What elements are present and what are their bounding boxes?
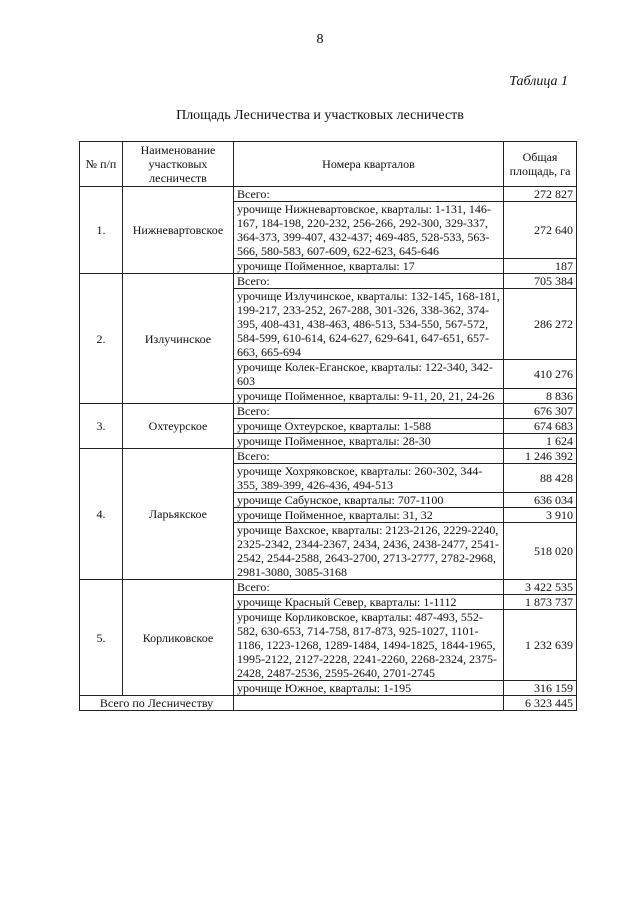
tract-area: 410 276 (504, 360, 577, 389)
grand-total-empty-cell (234, 696, 504, 711)
tract-quarters: урочище Пойменное, кварталы: 9-11, 20, 21, 24-26 (234, 389, 504, 404)
tract-quarters: урочище Хохряковское, кварталы: 260-302, 344-355, 389-399, 426-436, 494-513 (234, 464, 504, 493)
tract-area: 636 034 (504, 493, 577, 508)
tract-quarters: урочище Корликовское, кварталы: 487-493, 552-582, 630-653, 714-758, 817-873, 925-1027, 1101-1186, 1223-1268, 1289-1484, 1494-1825, 1844-1965, 1995-2122, 2127-2228, 2241-2260, 2268-2324, 2375-2428, 2487-2536, 2595-2640, 2701-2745 (234, 610, 504, 681)
tract-quarters: урочище Пойменное, кварталы: 28-30 (234, 434, 504, 449)
group-number: 3. (80, 404, 123, 449)
group-name: Излучинское (123, 274, 234, 404)
tract-quarters: урочище Нижневартовское, кварталы: 1-131, 146-167, 184-198, 220-232, 256-266, 292-300, 329-337, 364-373, 399-407, 432-437; 469-485, 528-533, 563-566, 580-583, 607-609, 622-623, 645-646 (234, 202, 504, 259)
group-total-row (80, 187, 577, 202)
group-total-row (80, 580, 577, 595)
tract-area: 88 428 (504, 464, 577, 493)
page-number: 8 (316, 32, 324, 47)
tract-area: 8 836 (504, 389, 577, 404)
group-name: Охтеурское (123, 404, 234, 449)
header-area: Общая площадь, га (504, 142, 577, 187)
tract-area: 518 020 (504, 523, 577, 580)
tract-quarters: урочище Красный Север, кварталы: 1-1112 (234, 595, 504, 610)
grand-total-label: Всего по Лесничеству (80, 696, 234, 711)
group-number: 4. (80, 449, 123, 580)
group-total-row (80, 274, 577, 289)
group-total-value: 272 827 (504, 187, 577, 202)
group-name: Корликовское (123, 580, 234, 696)
tract-area: 187 (504, 259, 577, 274)
tract-quarters: урочище Южное, кварталы: 1-195 (234, 681, 504, 696)
grand-total-value: 6 323 445 (504, 696, 577, 711)
tract-area: 3 910 (504, 508, 577, 523)
tract-area: 1 232 639 (504, 610, 577, 681)
group-name: Нижневартовское (123, 187, 234, 274)
tract-quarters: урочище Колек-Еганское, кварталы: 122-340, 342-603 (234, 360, 504, 389)
tract-area: 1 873 737 (504, 595, 577, 610)
tract-quarters: урочище Пойменное, кварталы: 17 (234, 259, 504, 274)
tract-quarters: урочище Вахское, кварталы: 2123-2126, 2229-2240, 2325-2342, 2344-2367, 2434, 2436, 2438-2477, 2541-2542, 2544-2588, 2643-2700, 2713-2777, 2782-2968, 2981-3080, 3085-3168 (234, 523, 504, 580)
tract-area: 674 683 (504, 419, 577, 434)
header-row (80, 142, 577, 187)
tract-area: 316 159 (504, 681, 577, 696)
tract-area: 286 272 (504, 289, 577, 360)
tract-area: 1 624 (504, 434, 577, 449)
tract-quarters: урочище Излучинское, кварталы: 132-145, 168-181, 199-217, 233-252, 267-288, 301-326, 338-362, 374-395, 408-431, 438-463, 486-513, 534-550, 567-572, 584-599, 610-614, 624-627, 629-641, 647-651, 657-663, 665-694 (234, 289, 504, 360)
table-title: Площадь Лесничества и участковых лесничеств (176, 108, 464, 123)
header-no: № п/п (80, 142, 123, 187)
group-total-label: Всего: (234, 580, 504, 595)
tract-quarters: урочище Сабунское, кварталы: 707-1100 (234, 493, 504, 508)
group-total-row (80, 404, 577, 419)
group-total-value: 705 384 (504, 274, 577, 289)
group-total-label: Всего: (234, 187, 504, 202)
forestry-area-table (79, 141, 577, 711)
group-number: 1. (80, 187, 123, 274)
table-body (80, 187, 577, 711)
group-total-value: 676 307 (504, 404, 577, 419)
group-total-label: Всего: (234, 274, 504, 289)
tract-area: 272 640 (504, 202, 577, 259)
header-name: Наименование участковых лесничеств (123, 142, 234, 187)
header-quarters: Номера кварталов (234, 142, 504, 187)
group-total-label: Всего: (234, 449, 504, 464)
grand-total-row (80, 696, 577, 711)
table-label: Таблица 1 (509, 74, 568, 89)
group-name: Ларьякское (123, 449, 234, 580)
group-number: 5. (80, 580, 123, 696)
tract-quarters: урочище Пойменное, кварталы: 31, 32 (234, 508, 504, 523)
tract-quarters: урочище Охтеурское, кварталы: 1-588 (234, 419, 504, 434)
group-total-value: 3 422 535 (504, 580, 577, 595)
group-total-value: 1 246 392 (504, 449, 577, 464)
group-total-row (80, 449, 577, 464)
group-total-label: Всего: (234, 404, 504, 419)
group-number: 2. (80, 274, 123, 404)
